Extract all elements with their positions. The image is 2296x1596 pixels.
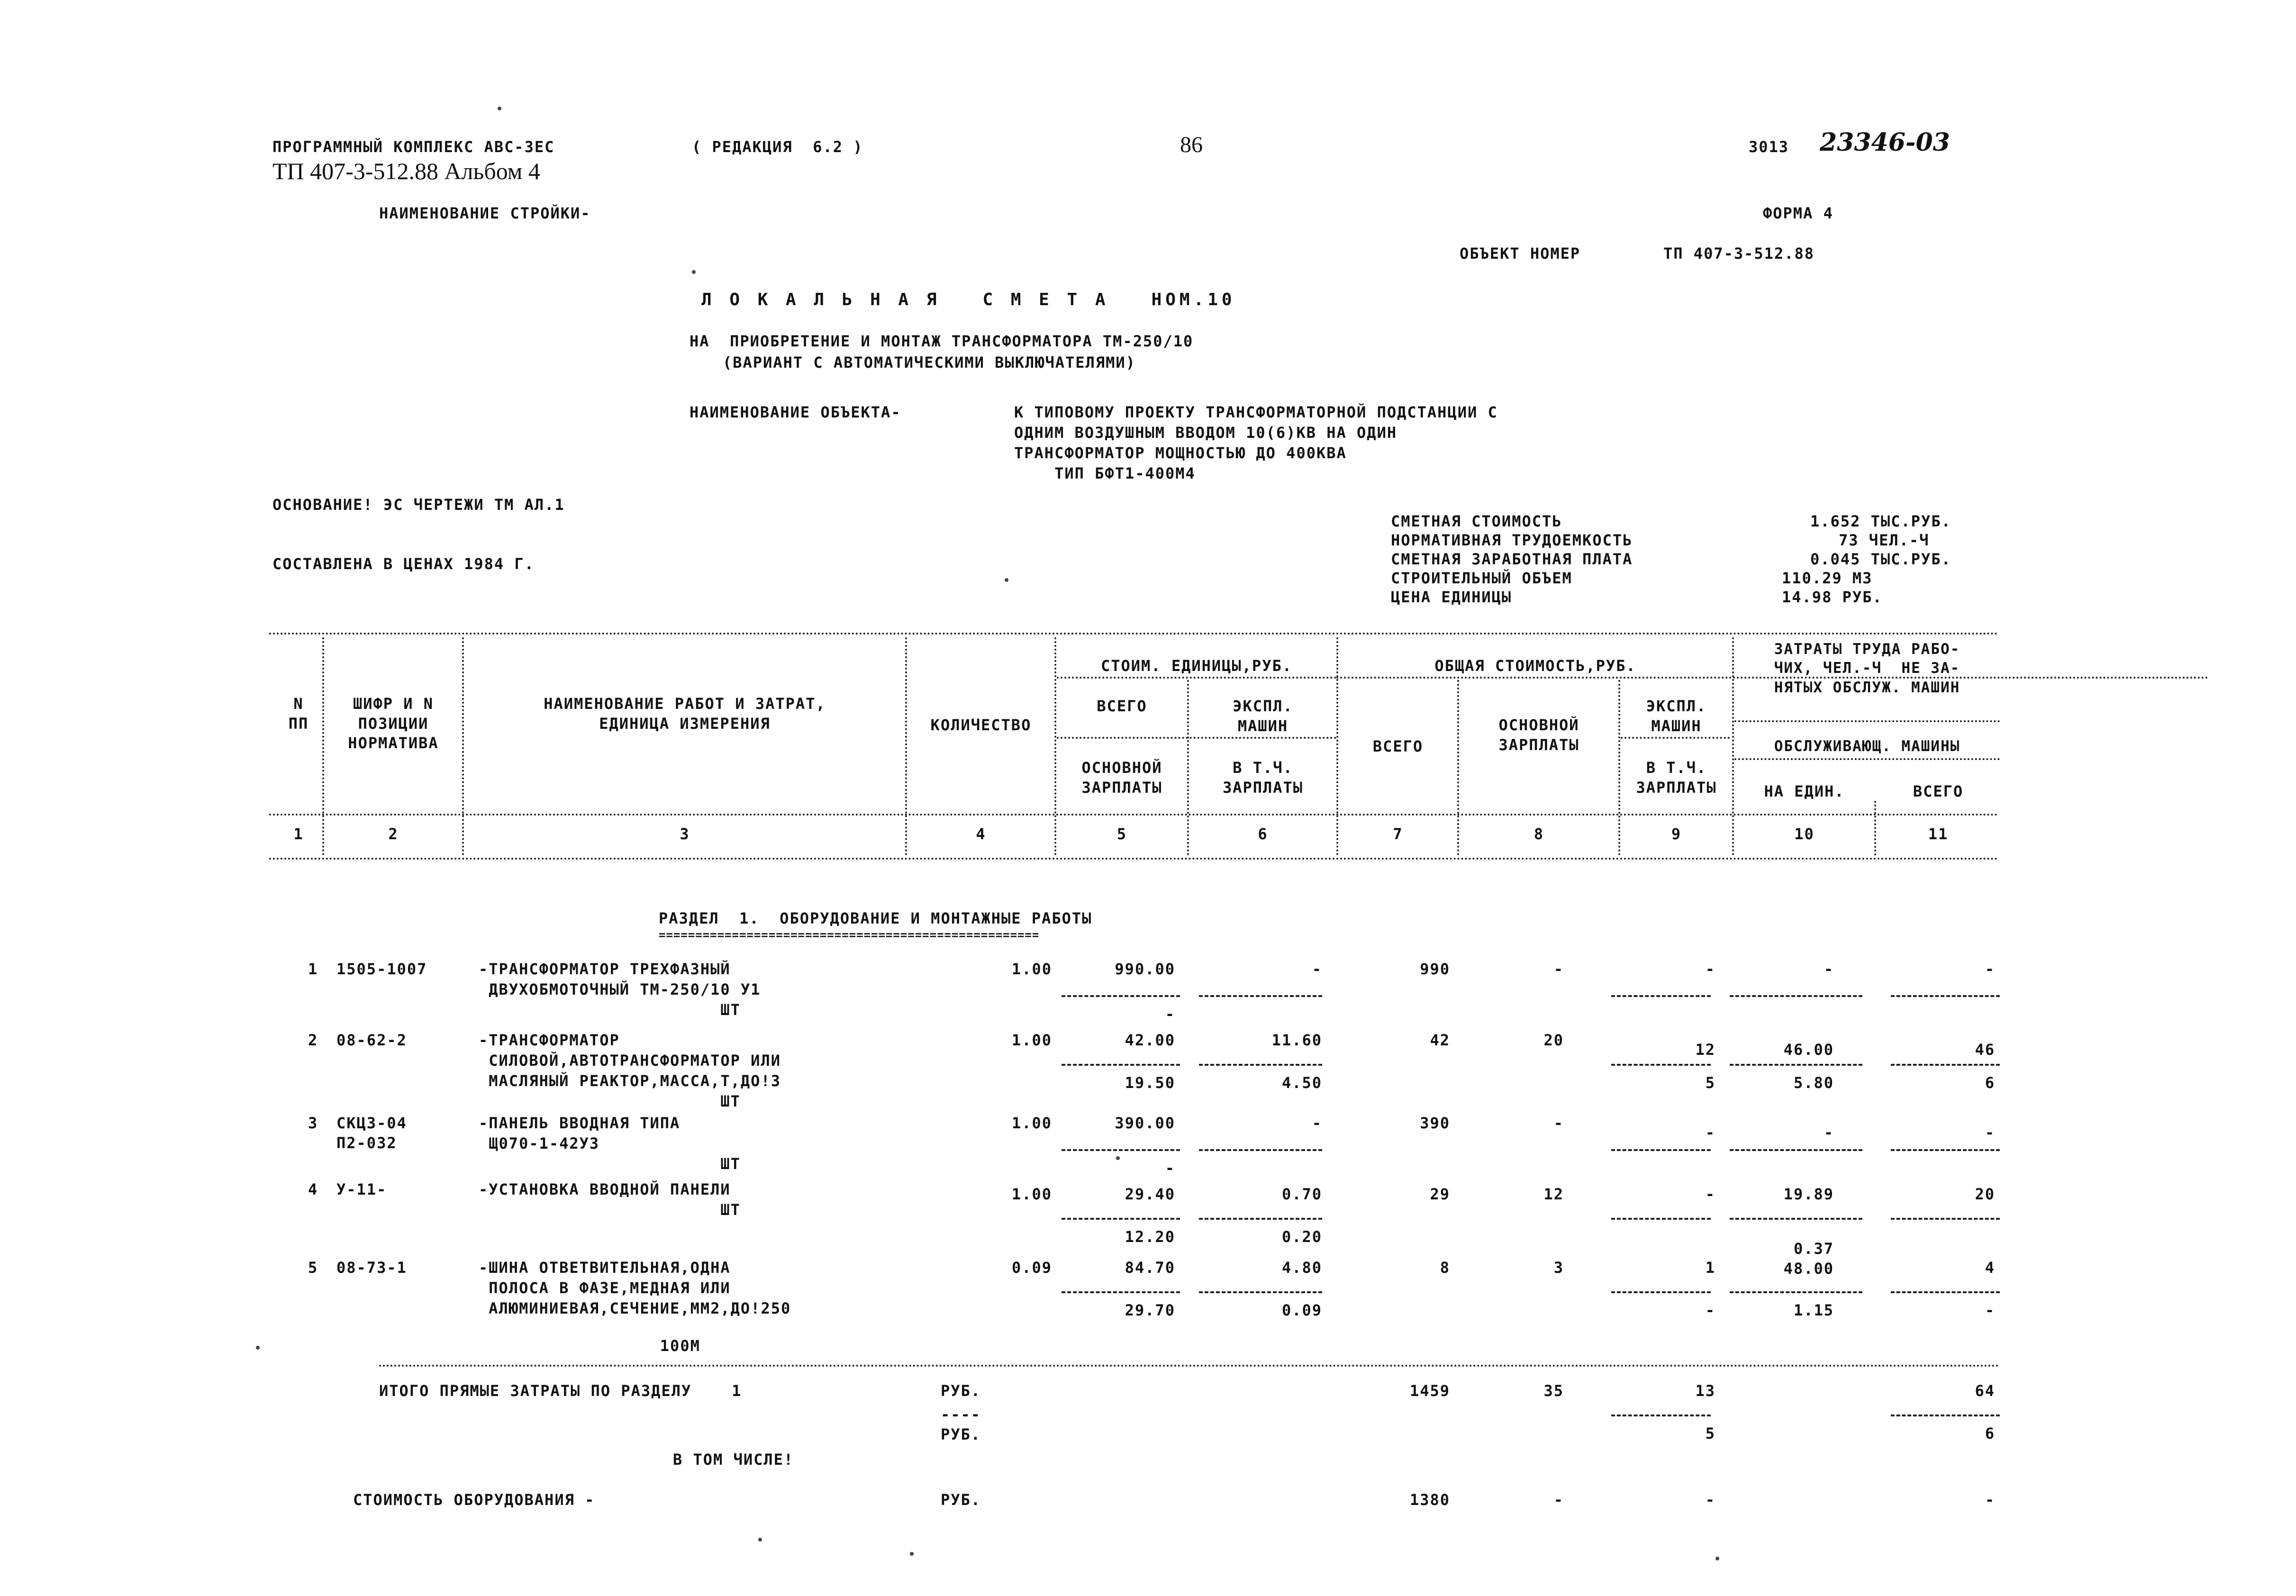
column-number-5: 5 [1116,825,1127,843]
row-2-code: 08-62-2 [336,1031,407,1049]
col-divider-1 [322,637,324,855]
scan-speck [256,1346,260,1350]
row-5-machine-cost: 4.80 [1281,1259,1322,1277]
row-2-split-5 [1891,1064,2000,1066]
totals-split-1 [1611,1415,1711,1416]
header-col-6-bottom: В Т.Ч. ЗАРПЛАТЫ [1222,759,1304,797]
row-3-machine-cost: - [1312,1114,1322,1132]
row-5-labor-unit: 0.37 48.00 [1783,1240,1834,1278]
row-4-labor-total: 20 [1975,1185,1995,1203]
totals-unit: РУБ. [941,1382,981,1400]
row-2-number: 2 [308,1031,318,1049]
summary-value-4: 110.29 М3 [1782,569,1873,587]
row-2-split-4 [1730,1064,1862,1066]
summary-label-5: ЦЕНА ЕДИНИЦЫ [1391,588,1512,606]
col-divider-4 [1054,637,1056,855]
row-3-machine-total: - [1705,1124,1715,1142]
scan-speck [910,1552,914,1556]
row-3-split-4 [1730,1149,1862,1151]
header-col-11: ВСЕГО [1913,782,1964,800]
row-2-quantity: 1.00 [1011,1031,1052,1049]
row-4-split-3 [1611,1218,1711,1220]
summary-value-1: 1.652 ТЫС.РУБ. [1810,512,1951,530]
row-2-labor-unit: 46.00 [1783,1041,1834,1059]
row-4-machine-wage: 0.20 [1281,1228,1322,1246]
row-5-split-1 [1062,1291,1180,1293]
header-col-9-top: ЭКСПЛ. МАШИН [1646,697,1707,735]
column-number-6: 6 [1258,825,1268,843]
row-2-machine-wage: 4.50 [1281,1074,1322,1092]
scan-speck [692,270,696,274]
header-unit-cost-group: СТОИМ. ЕДИНИЦЫ,РУБ. [1100,657,1293,675]
row-3-split-5 [1891,1149,2000,1151]
row-4-total-wage: 12 [1543,1185,1564,1203]
page-number: 86 [1180,132,1203,157]
column-number-3: 3 [680,825,690,843]
album-label: ТП 407-3-512.88 Альбом 4 [272,158,540,184]
row-3-labor-total: - [1985,1124,1995,1142]
row-4-split-5 [1891,1218,2000,1220]
col-divider-5 [1187,680,1189,855]
row-5-name-line-2: ПОЛОСА В ФАЗЕ,МЕДНАЯ ИЛИ [479,1279,731,1297]
row-3-unit-cost-wage: - [1165,1159,1175,1177]
construction-label: НАИМЕНОВАНИЕ СТРОЙКИ- [379,204,591,222]
totals-machine-wage-total: 5 [1705,1424,1715,1442]
equipment-cost-unit: РУБ. [941,1491,981,1509]
row-2-split-3 [1611,1064,1711,1066]
scan-speck [758,1538,762,1542]
col-divider-10 [1874,801,1876,855]
header-col-4: КОЛИЧЕСТВО [930,716,1032,734]
row-4-unit-cost-wage: 12.20 [1125,1228,1175,1246]
row-5-labor-unit-machine: 1.15 [1793,1301,1834,1319]
row-4-machine-cost: 0.70 [1281,1185,1322,1203]
row-5-total-cost: 8 [1440,1259,1450,1277]
totals-total-wage: 35 [1543,1382,1564,1400]
row-1-split-3 [1611,995,1711,997]
header-col-3: НАИМЕНОВАНИЕ РАБОТ И ЗАТРАТ, ЕДИНИЦА ИЗМЕРЕНИЯ [544,695,826,733]
row-1-unit-cost-wage: - [1165,1005,1175,1023]
row-3-split-2 [1199,1149,1322,1151]
row-2-labor-unit-machine: 5.80 [1793,1074,1834,1092]
doc-code-prefix: 3013 [1749,138,1789,156]
row-2-split-1 [1062,1064,1180,1066]
row-1-unit: ШТ [479,1001,741,1019]
unit-cost-group-rule [1057,677,1336,679]
row-5-unit: 100М [479,1337,700,1355]
row-2-name-line-3: МАСЛЯНЫЙ РЕАКТОР,МАССА,Т,ДО!3 [479,1072,781,1090]
col-divider-2 [462,637,464,855]
header-col-7: ВСЕГО [1372,737,1424,755]
col-divider-8 [1618,680,1620,855]
row-2-total-wage: 20 [1543,1031,1564,1049]
row-2-unit-cost-wage: 19.50 [1125,1074,1175,1092]
row-3-split-1 [1062,1149,1180,1151]
header-col-5-top: ВСЕГО [1097,697,1147,715]
header-col-5-bottom: ОСНОВНОЙ ЗАРПЛАТЫ [1081,759,1162,797]
row-1-machine-cost: - [1312,960,1322,978]
header-col-2: ШИФР И N ПОЗИЦИИ НОРМАТИВА [348,695,439,753]
totals-unit-2: ---- РУБ. [941,1406,981,1443]
row-4-name-line-1: -УСТАНОВКА ВВОДНОЙ ПАНЕЛИ [479,1180,731,1198]
column-numbers-rule [269,858,1999,860]
row-3-code: СКЦ3-04 П2-032 [336,1114,407,1152]
row-1-labor-unit: - [1824,960,1834,978]
column-number-2: 2 [388,825,399,843]
row-2-machine-total: 12 [1695,1041,1715,1059]
object-number-label: ОБЪЕКТ НОМЕР [1460,245,1581,263]
totals-split-2 [1891,1415,2000,1416]
row-4-quantity: 1.00 [1011,1185,1052,1203]
header-col-6-top: ЭКСПЛ. МАШИН [1233,697,1293,735]
labor-sub-rule-2 [1734,758,2000,760]
column-number-10: 10 [1794,825,1815,843]
row-2-name-line-1: -ТРАНСФОРМАТОР [479,1031,620,1049]
object-name-line-3: ТРАНСФОРМАТОР МОЩНОСТЬЮ ДО 400КВА [1014,444,1347,462]
row-5-unit-cost-total: 84.70 [1125,1259,1175,1277]
row-3-name-line-1: -ПАНЕЛЬ ВВОДНАЯ ТИПА [479,1114,681,1132]
row-4-labor-unit: 19.89 [1783,1185,1834,1203]
subject-line-2: (ВАРИАНТ С АВТОМАТИЧЕСКИМИ ВЫКЛЮЧАТЕЛЯМИ) [723,354,1136,372]
row-1-number: 1 [308,960,318,978]
row-4-unit-cost-total: 29.40 [1125,1185,1175,1203]
form-label: ФОРМА 4 [1763,204,1833,222]
row-3-unit-cost-total: 390.00 [1115,1114,1175,1132]
totals-total-cost: 1459 [1409,1382,1450,1400]
row-5-split-2 [1199,1291,1322,1293]
row-1-split-1 [1062,995,1180,997]
equipment-cost-label: СТОИМОСТЬ ОБОРУДОВАНИЯ - [353,1491,595,1509]
summary-value-2: 73 ЧЕЛ.-Ч [1839,531,1930,549]
row-1-code: 1505-1007 [336,960,427,978]
row-5-split-4 [1730,1291,1862,1293]
row-4-split-4 [1730,1218,1862,1220]
scan-speck [1005,578,1008,582]
object-name-line-1: К ТИПОВОМУ ПРОЕКТУ ТРАНСФОРМАТОРНОЙ ПОДСТАНЦИИ С [1014,403,1498,421]
row-5-quantity: 0.09 [1011,1259,1052,1277]
row-3-number: 3 [308,1114,318,1132]
col-divider-7 [1457,680,1459,855]
row-5-machine-wage-total: - [1705,1301,1715,1319]
col-divider-6 [1336,637,1338,855]
program-name: ПРОГРАММНЫЙ КОМПЛЕКС АВС-ЗЕС [272,138,555,156]
estimate-title: Л О К А Л Ь Н А Я С М Е Т А НОМ.10 [701,290,1236,309]
header-col-10: НА ЕДИН. [1764,782,1845,800]
table-top-rule [269,633,1999,635]
col9-split-rule [1621,737,1730,739]
row-2-labor-total: 46 [1975,1041,1995,1059]
row-5-labor-total: 4 [1985,1259,1995,1277]
row-4-unit: ШТ [479,1201,741,1219]
row-1-quantity: 1.00 [1011,960,1052,978]
summary-label-1: СМЕТНАЯ СТОИМОСТЬ [1391,512,1562,530]
row-1-total-wage: - [1553,960,1564,978]
row-3-name-line-2: Щ070-1-42УЗ [479,1134,600,1152]
row-4-split-2 [1199,1218,1322,1220]
summary-label-2: НОРМАТИВНАЯ ТРУДОЕМКОСТЬ [1391,531,1633,549]
row-5-machine-total: 1 [1705,1259,1715,1277]
row-5-split-3 [1611,1291,1711,1293]
row-5-name-line-3: АЛЮМИНИЕВАЯ,СЕЧЕНИЕ,ММ2,ДО!250 [479,1299,791,1317]
doc-code-handwritten: 23346-03 [1820,128,1950,157]
row-1-split-2 [1199,995,1322,997]
row-1-split-5 [1891,995,2000,997]
labor-sub-rule-1 [1734,720,2000,722]
row-5-code: 08-73-1 [336,1259,407,1277]
row-4-machine-total: - [1705,1185,1715,1203]
equipment-cost-labor: - [1985,1491,1995,1509]
row-4-number: 4 [308,1180,318,1198]
col-divider-3 [905,637,907,855]
section-underline: ==================================================== [659,928,1040,942]
header-bottom-rule [269,814,1999,816]
including-label: В ТОМ ЧИСЛЕ! [673,1451,794,1469]
row-2-total-cost: 42 [1430,1031,1450,1049]
row-5-machine-wage: 0.09 [1281,1301,1322,1319]
summary-value-3: 0.045 ТЫС.РУБ. [1810,550,1951,568]
column-number-7: 7 [1393,825,1403,843]
section-title: РАЗДЕЛ 1. ОБОРУДОВАНИЕ И МОНТАЖНЫЕ РАБОТЫ [659,909,1092,927]
column-number-4: 4 [976,825,986,843]
row-5-name-line-1: -ШИНА ОТВЕТВИТЕЛЬНАЯ,ОДНА [479,1259,731,1277]
header-total-cost-group: ОБЩАЯ СТОИМОСТЬ,РУБ. [1434,657,1636,675]
scan-speck [1116,1156,1120,1160]
row-4-split-1 [1062,1218,1180,1220]
row-1-unit-cost-total: 990.00 [1115,960,1175,978]
col-divider-9 [1732,637,1734,855]
row-2-machine-cost: 11.60 [1271,1031,1322,1049]
summary-label-3: СМЕТНАЯ ЗАРАБОТНАЯ ПЛАТА [1391,550,1633,568]
row-4-total-cost: 29 [1430,1185,1450,1203]
equipment-cost-machine: - [1705,1491,1715,1509]
row-2-name-line-2: СИЛОВОЙ,АВТОТРАНСФОРМАТОР ИЛИ [479,1052,781,1070]
subject-line-1: НА ПРИОБРЕТЕНИЕ И МОНТАЖ ТРАНСФОРМАТОРА ТМ-250/10 [690,332,1194,350]
basis-line: ОСНОВАНИЕ! ЭС ЧЕРТЕЖИ ТМ АЛ.1 [272,496,565,514]
row-5-unit-cost-wage: 29.70 [1125,1301,1175,1319]
scan-speck [498,107,501,110]
row-5-labor-total-machine: - [1985,1301,1995,1319]
scan-speck [1715,1557,1719,1560]
totals-labor-total: 64 [1975,1382,1995,1400]
row-1-split-4 [1730,995,1862,997]
object-name-label: НАИМЕНОВАНИЕ ОБЪЕКТА- [690,403,901,421]
summary-value-5: 14.98 РУБ. [1782,588,1883,606]
row-1-name-line-1: -ТРАНСФОРМАТОР ТРЕХФАЗНЫЙ [479,960,731,978]
unit-cost-split-rule [1057,737,1336,739]
row-3-total-cost: 390 [1420,1114,1450,1132]
header-col-8: ОСНОВНОЙ ЗАРПЛАТЫ [1498,716,1579,754]
row-4-code: У-11- [336,1180,387,1198]
row-3-total-wage: - [1553,1114,1564,1132]
header-col-9-bottom: В Т.Ч. ЗАРПЛАТЫ [1636,759,1717,797]
row-5-split-5 [1891,1291,2000,1293]
row-2-unit-cost-total: 42.00 [1125,1031,1175,1049]
row-2-labor-total-machine: 6 [1985,1074,1995,1092]
object-number-value: ТП 407-3-512.88 [1663,245,1815,263]
totals-machine-total: 13 [1695,1382,1715,1400]
header-labor-group: ЗАТРАТЫ ТРУДА РАБО- ЧИХ, ЧЕЛ.-Ч НЕ ЗА- НЯТЫХ ОБСЛУЖ. МАШИН [1774,641,1960,696]
object-name-line-2: ОДНИМ ВОЗДУШНЫМ ВВОДОМ 10(6)КВ НА ОДИН [1014,424,1398,442]
row-1-total-cost: 990 [1420,960,1450,978]
equipment-cost-total: 1380 [1409,1491,1450,1509]
row-2-unit: ШТ [479,1092,741,1110]
object-name-line-4: ТИП БФТ1-400М4 [1014,464,1196,482]
edition-label: ( РЕДАКЦИЯ 6.2 ) [692,138,863,156]
column-number-9: 9 [1671,825,1682,843]
row-1-machine-total: - [1705,960,1715,978]
row-3-unit: ШТ [479,1155,741,1173]
row-5-number: 5 [308,1259,318,1277]
totals-label: ИТОГО ПРЯМЫЕ ЗАТРАТЫ ПО РАЗДЕЛУ 1 [379,1382,742,1400]
header-col-1: N ПП [288,695,309,733]
column-number-8: 8 [1534,825,1544,843]
row-3-quantity: 1.00 [1011,1114,1052,1132]
totals-labor-total-machine: 6 [1985,1424,1995,1442]
column-number-1: 1 [293,825,304,843]
row-3-split-3 [1611,1149,1711,1151]
summary-label-4: СТРОИТЕЛЬНЫЙ ОБЪЕМ [1391,569,1572,587]
row-2-machine-wage-total: 5 [1705,1074,1715,1092]
equipment-cost-wage: - [1553,1491,1564,1509]
row-1-labor-total: - [1985,960,1995,978]
row-3-labor-unit: - [1824,1124,1834,1142]
column-number-11: 11 [1928,825,1949,843]
row-2-split-2 [1199,1064,1322,1066]
prices-line: СОСТАВЛЕНА В ЦЕНАХ 1984 Г. [272,555,535,573]
row-1-name-line-2: ДВУХОБМОТОЧНЫЙ ТМ-250/10 У1 [479,980,761,998]
row-5-total-wage: 3 [1553,1259,1564,1277]
header-labor-sub: ОБСЛУЖИВАЮЩ. МАШИНЫ [1774,738,1960,755]
totals-top-rule [379,1365,2000,1367]
